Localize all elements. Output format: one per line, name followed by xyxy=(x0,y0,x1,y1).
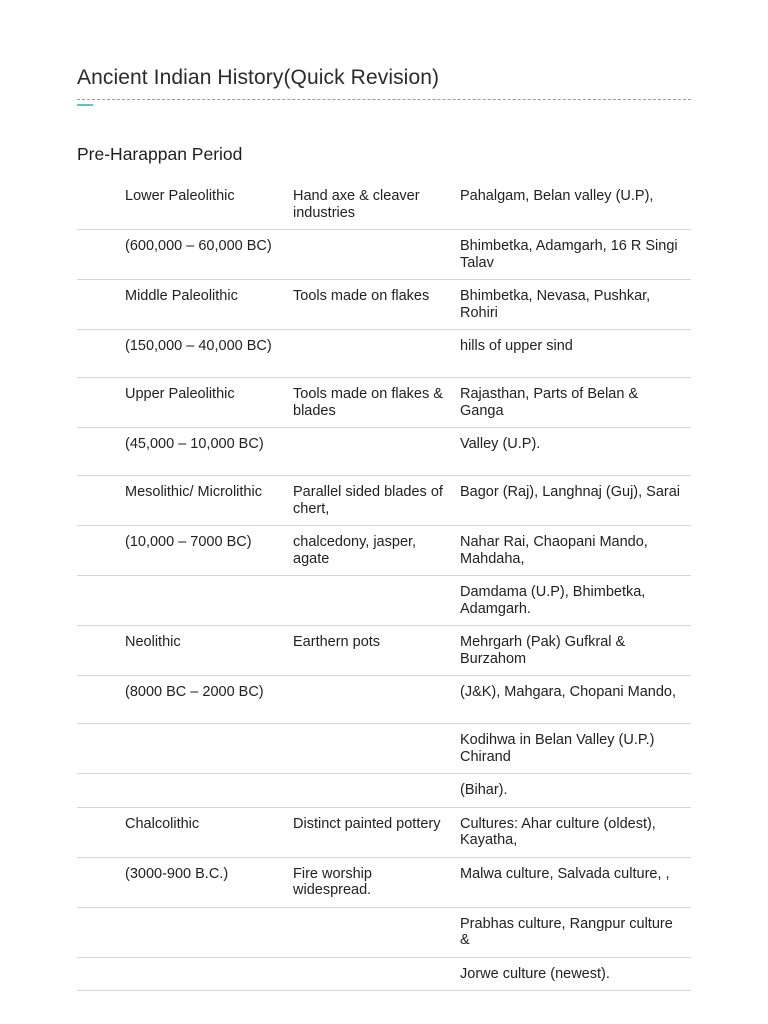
feature-cell: chalcedony, jasper, agate xyxy=(293,526,460,576)
row-indent xyxy=(77,180,125,230)
table-row xyxy=(77,907,691,957)
section-heading: Pre-Harappan Period xyxy=(77,144,243,164)
feature-cell: Tools made on flakes & blades xyxy=(293,378,460,428)
sites-cell: Mehrgarh (Pak) Gufkral & Burzahom xyxy=(460,626,691,676)
row-indent xyxy=(77,724,125,774)
row-indent xyxy=(77,230,125,280)
period-cell: Upper Paleolithic xyxy=(125,378,293,428)
feature-cell: Hand axe & cleaver industries xyxy=(293,180,460,230)
table-row xyxy=(77,230,691,280)
table-row xyxy=(77,807,691,857)
row-indent xyxy=(77,774,125,808)
table-row xyxy=(77,576,691,626)
row-indent xyxy=(77,476,125,526)
table-row xyxy=(77,428,691,476)
feature-cell xyxy=(293,428,460,476)
feature-cell xyxy=(293,957,460,991)
period-cell: Lower Paleolithic xyxy=(125,180,293,230)
table-row xyxy=(77,180,691,230)
period-cell: (45,000 – 10,000 BC) xyxy=(125,428,293,476)
table-row xyxy=(77,476,691,526)
sites-cell: hills of upper sind xyxy=(460,330,691,378)
sites-cell: Bhimbetka, Adamgarh, 16 R Singi Talav xyxy=(460,230,691,280)
period-cell xyxy=(125,724,293,774)
table-row xyxy=(77,526,691,576)
sites-cell: Nahar Rai, Chaopani Mando, Mahdaha, xyxy=(460,526,691,576)
row-indent xyxy=(77,907,125,957)
title-accent-underline xyxy=(77,104,93,106)
feature-cell: Tools made on flakes xyxy=(293,280,460,330)
feature-cell: Earthern pots xyxy=(293,626,460,676)
sites-cell: (Bihar). xyxy=(460,774,691,808)
feature-cell: Parallel sided blades of chert, xyxy=(293,476,460,526)
history-table xyxy=(77,180,691,991)
row-indent xyxy=(77,526,125,576)
period-cell xyxy=(125,957,293,991)
period-cell xyxy=(125,576,293,626)
row-indent xyxy=(77,857,125,907)
feature-cell xyxy=(293,907,460,957)
table-row xyxy=(77,626,691,676)
row-indent xyxy=(77,576,125,626)
feature-cell: Distinct painted pottery xyxy=(293,807,460,857)
sites-cell: Malwa culture, Salvada culture, , xyxy=(460,857,691,907)
row-indent xyxy=(77,957,125,991)
period-cell: Chalcolithic xyxy=(125,807,293,857)
sites-cell: (J&K), Mahgara, Chopani Mando, xyxy=(460,676,691,724)
table-row xyxy=(77,774,691,808)
sites-cell: Cultures: Ahar culture (oldest), Kayatha, xyxy=(460,807,691,857)
feature-cell xyxy=(293,676,460,724)
row-indent xyxy=(77,280,125,330)
table-row xyxy=(77,378,691,428)
sites-cell: Valley (U.P). xyxy=(460,428,691,476)
table-row xyxy=(77,857,691,907)
table-row xyxy=(77,676,691,724)
feature-cell: Fire worship widespread. xyxy=(293,857,460,907)
period-cell: Middle Paleolithic xyxy=(125,280,293,330)
feature-cell xyxy=(293,724,460,774)
sites-cell: Jorwe culture (newest). xyxy=(460,957,691,991)
period-cell xyxy=(125,774,293,808)
period-cell: (150,000 – 40,000 BC) xyxy=(125,330,293,378)
page-title: Ancient Indian History(Quick Revision) xyxy=(77,66,440,89)
row-indent xyxy=(77,676,125,724)
feature-cell xyxy=(293,330,460,378)
table-row xyxy=(77,280,691,330)
row-indent xyxy=(77,626,125,676)
period-cell: (3000-900 B.C.) xyxy=(125,857,293,907)
feature-cell xyxy=(293,774,460,808)
period-cell: Neolithic xyxy=(125,626,293,676)
table-row xyxy=(77,724,691,774)
row-indent xyxy=(77,428,125,476)
sites-cell: Kodihwa in Belan Valley (U.P.) Chirand xyxy=(460,724,691,774)
table-row xyxy=(77,330,691,378)
sites-cell: Pahalgam, Belan valley (U.P), xyxy=(460,180,691,230)
row-indent xyxy=(77,807,125,857)
period-cell: Mesolithic/ Microlithic xyxy=(125,476,293,526)
feature-cell xyxy=(293,230,460,280)
period-cell: (600,000 – 60,000 BC) xyxy=(125,230,293,280)
sites-cell: Prabhas culture, Rangpur culture & xyxy=(460,907,691,957)
sites-cell: Bhimbetka, Nevasa, Pushkar, Rohiri xyxy=(460,280,691,330)
sites-cell: Damdama (U.P), Bhimbetka, Adamgarh. xyxy=(460,576,691,626)
row-indent xyxy=(77,378,125,428)
period-cell: (8000 BC – 2000 BC) xyxy=(125,676,293,724)
period-cell: (10,000 – 7000 BC) xyxy=(125,526,293,576)
title-dashed-divider xyxy=(77,99,691,100)
sites-cell: Rajasthan, Parts of Belan & Ganga xyxy=(460,378,691,428)
sites-cell: Bagor (Raj), Langhnaj (Guj), Sarai xyxy=(460,476,691,526)
period-cell xyxy=(125,907,293,957)
feature-cell xyxy=(293,576,460,626)
table-row xyxy=(77,957,691,991)
row-indent xyxy=(77,330,125,378)
